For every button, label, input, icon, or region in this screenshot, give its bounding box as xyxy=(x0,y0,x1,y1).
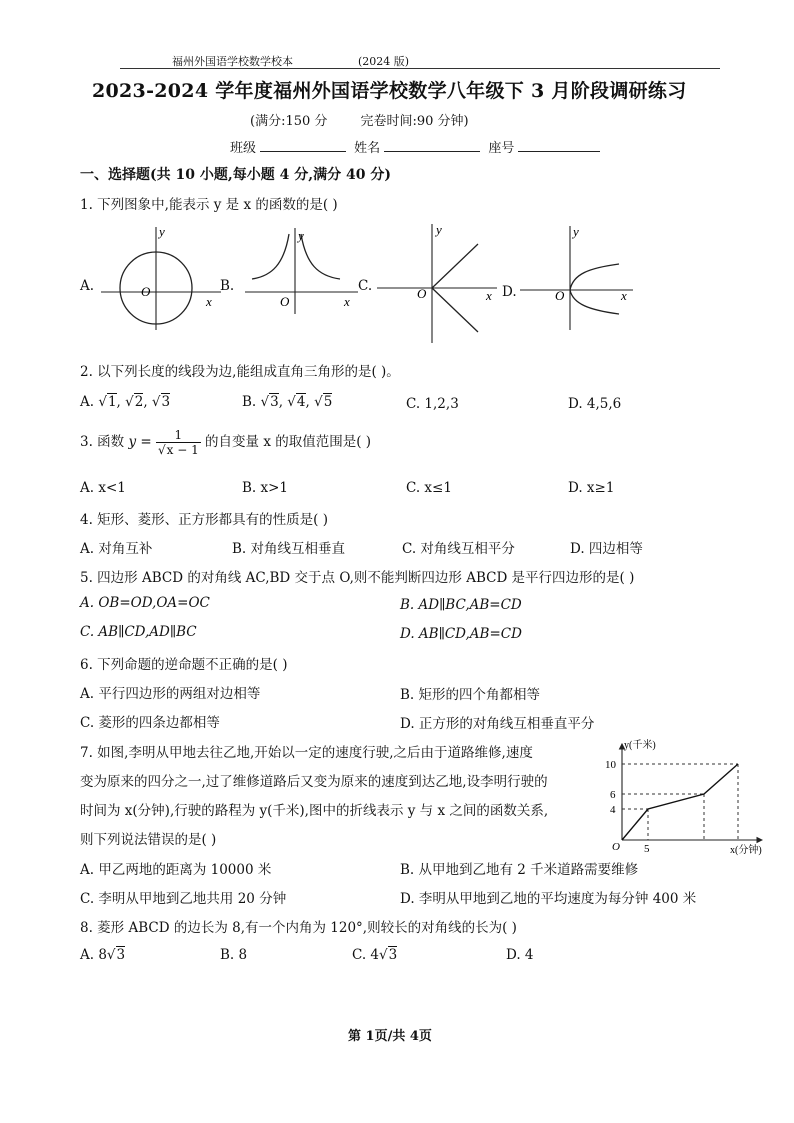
y-axis-label: y(千米) xyxy=(624,740,656,751)
q3-opt-b: B. x>1 xyxy=(242,480,289,496)
q7-line-1: 7. 如图,李明从甲地去往乙地,开始以一定的速度行驶,之后由于道路维修,速度 xyxy=(80,745,533,761)
score-time: (满分:150 分 完卷时间:90 分钟) xyxy=(250,114,469,129)
origin-label: O xyxy=(141,284,151,299)
q1-graph-d xyxy=(515,222,635,332)
q1-graph-c xyxy=(372,220,502,345)
q7-opt-a: A. 甲乙两地的距离为 10000 米 xyxy=(80,862,272,878)
q1-opt-d-label: D. xyxy=(502,284,517,300)
origin-label: O xyxy=(417,286,427,301)
origin-label: O xyxy=(612,841,620,853)
x-label: x xyxy=(206,294,212,309)
q2-opt-d: D. 4,5,6 xyxy=(568,396,622,412)
y-label: y xyxy=(159,224,165,239)
q1-stem: 1. 下列图象中,能表示 y 是 x 的函数的是( ) xyxy=(80,197,338,213)
q2-opt-a: A. √1, √2, √3 xyxy=(80,394,171,410)
q7-line-4: 则下列说法错误的是( ) xyxy=(80,832,217,848)
q5-opt-d: D. AB∥CD,AB=CD xyxy=(400,626,522,642)
q6-opt-c: C. 菱形的四条边都相等 xyxy=(80,715,220,731)
origin-label: O xyxy=(280,294,290,309)
lower-ray xyxy=(432,288,478,332)
seat-label: 座号 xyxy=(488,141,515,156)
q4-opt-b: B. 对角线互相垂直 xyxy=(232,541,346,557)
q7-opt-d: D. 李明从甲地到乙地的平均速度为每分钟 400 米 xyxy=(400,891,697,907)
q1-graph-a xyxy=(96,222,226,332)
q1-opt-a-label: A. xyxy=(80,278,95,294)
q3-opt-a: A. x<1 xyxy=(80,480,126,496)
y-label: y xyxy=(436,222,442,237)
q2-opt-b: B. √3, √4, √5 xyxy=(242,394,333,410)
q3-stem: 3. 函数 y = $\frac{1}{√x - 1}$ 的自变量 x 的取值范围是( ) xyxy=(80,428,372,457)
q3-opt-c: C. x≤1 xyxy=(406,480,452,496)
q6-opt-a: A. 平行四边形的两组对边相等 xyxy=(80,686,261,702)
student-info-row xyxy=(230,137,604,156)
q4-stem: 4. 矩形、菱形、正方形都具有的性质是( ) xyxy=(80,512,328,528)
header-rule xyxy=(120,68,720,69)
class-field[interactable] xyxy=(260,139,346,152)
x-tick-5: 5 xyxy=(644,843,650,855)
q4-opt-d: D. 四边相等 xyxy=(570,541,643,557)
page-footer: 第 1页/共 4页 xyxy=(348,1029,432,1044)
page-title: 2023-2024 学年度福州外国语学校数学八年级下 3 月阶段调研练习 xyxy=(92,80,687,102)
right-branch xyxy=(301,234,340,279)
q5-opt-c: C. AB∥CD,AD∥BC xyxy=(80,624,197,640)
q7-line-2: 变为原来的四分之一,过了维修道路后又变为原来的速度到达乙地,设李明行驶的 xyxy=(80,774,548,790)
x-label: x xyxy=(621,288,627,303)
q7-line-3: 时间为 x(分钟),行驶的路程为 y(千米),图中的折线表示 y 与 x 之间的函数关系, xyxy=(80,803,549,819)
x-label: x xyxy=(486,288,492,303)
q4-opt-c: C. 对角线互相平分 xyxy=(402,541,515,557)
q2-opt-c: C. 1,2,3 xyxy=(406,396,459,412)
distance-polyline xyxy=(622,764,738,840)
q1-opt-c-label: C. xyxy=(358,278,373,294)
q3-opt-d: D. x≥1 xyxy=(568,480,615,496)
y-tick-4: 4 xyxy=(610,804,616,816)
y-tick-10: 10 xyxy=(605,759,616,771)
q3-fraction: $\frac{1}{√x - 1}$ xyxy=(158,428,199,457)
origin-label: O xyxy=(555,288,565,303)
y-tick-6: 6 xyxy=(610,789,616,801)
x-label: x xyxy=(344,294,350,309)
q7-graph xyxy=(600,736,770,856)
lower-branch xyxy=(570,290,619,314)
edition-label: (2024 版) xyxy=(358,55,410,68)
upper-ray xyxy=(432,244,478,288)
school-book-label: 福州外国语学校数学校本 xyxy=(172,55,293,68)
name-label: 姓名 xyxy=(354,141,381,156)
q8-opt-a: A. 8√3 xyxy=(80,947,126,963)
class-label: 班级 xyxy=(230,141,257,156)
q5-opt-a: A. OB=OD,OA=OC xyxy=(80,595,210,611)
q6-opt-d: D. 正方形的对角线互相垂直平分 xyxy=(400,716,595,732)
q1-graph-b xyxy=(240,224,360,324)
section-heading: 一、选择题(共 10 小题,每小题 4 分,满分 40 分) xyxy=(80,167,391,183)
q1-opt-b-label: B. xyxy=(220,278,235,294)
q6-opt-b: B. 矩形的四个角都相等 xyxy=(400,687,541,703)
left-branch xyxy=(252,234,289,279)
q2-stem: 2. 以下列长度的线段为边,能组成直角三角形的是( )。 xyxy=(80,364,400,380)
q7-opt-c: C. 李明从甲地到乙地共用 20 分钟 xyxy=(80,891,287,907)
y-label: y xyxy=(298,228,304,243)
q5-stem: 5. 四边形 ABCD 的对角线 AC,BD 交于点 O,则不能判断四边形 ABCD 是平行四边形的是( ) xyxy=(80,570,635,586)
q7-opt-b: B. 从甲地到乙地有 2 千米道路需要维修 xyxy=(400,862,639,878)
q8-opt-c: C. 4√3 xyxy=(352,947,398,963)
q4-opt-a: A. 对角互补 xyxy=(80,541,153,557)
upper-branch xyxy=(570,264,619,290)
seat-field[interactable] xyxy=(518,139,600,152)
q8-opt-d: D. 4 xyxy=(506,947,534,963)
q8-opt-b: B. 8 xyxy=(220,947,248,963)
name-field[interactable] xyxy=(384,139,480,152)
x-axis-label: x(分钟) xyxy=(730,845,762,856)
q5-opt-b: B. AD∥BC,AB=CD xyxy=(400,597,522,613)
y-label: y xyxy=(573,224,579,239)
q8-stem: 8. 菱形 ABCD 的边长为 8,有一个内角为 120°,则较长的对角线的长为( ) xyxy=(80,920,517,936)
q6-stem: 6. 下列命题的逆命题不正确的是( ) xyxy=(80,657,288,673)
